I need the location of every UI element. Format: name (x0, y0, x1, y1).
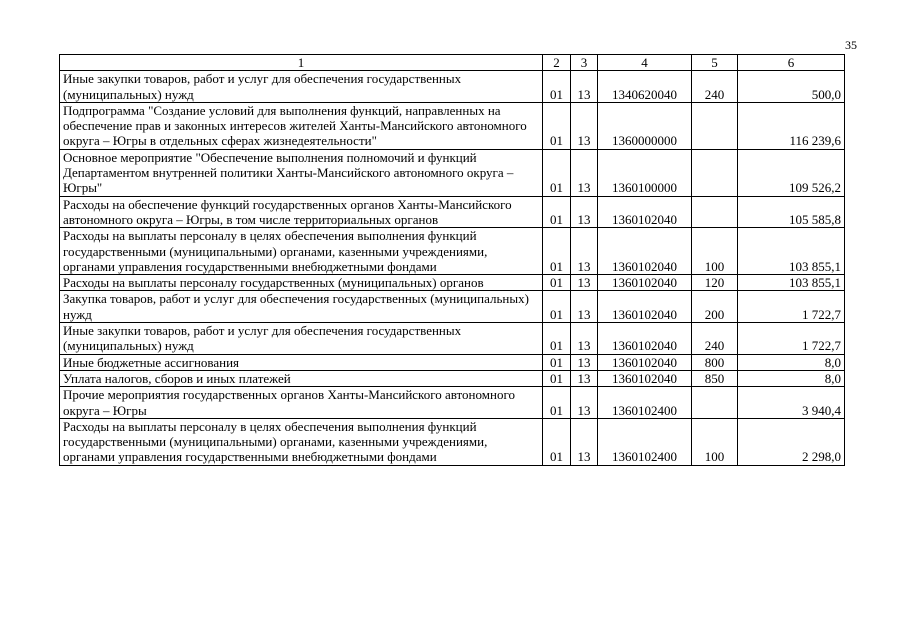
table-row (60, 370, 845, 386)
expense-name-cell: Прочие мероприятия государственных органов Ханты-Мансийского автономного округа – Югры (60, 387, 543, 419)
expense-type-cell (692, 196, 738, 228)
section-code-cell: 01 (543, 228, 571, 275)
subsection-code-cell: 13 (571, 354, 598, 370)
expense-name-cell: Закупка товаров, работ и услуг для обеспечения государственных (муниципальных) нужд (60, 291, 543, 323)
table-row (60, 354, 845, 370)
amount-cell: 3 940,4 (738, 387, 845, 419)
subsection-code-cell: 13 (571, 418, 598, 465)
target-article-cell: 1340620040 (598, 71, 692, 103)
expense-name-cell: Расходы на обеспечение функций государственных органов Ханты-Мансийского автономного округа – Югры, в том числе территориальных органов (60, 196, 543, 228)
subsection-code-cell: 13 (571, 275, 598, 291)
table-row (60, 149, 845, 196)
amount-cell: 105 585,8 (738, 196, 845, 228)
section-code-cell: 01 (543, 387, 571, 419)
target-article-cell: 1360102040 (598, 275, 692, 291)
expense-type-cell (692, 149, 738, 196)
section-code-cell: 01 (543, 291, 571, 323)
expense-name-cell: Основное мероприятие "Обеспечение выполнения полномочий и функций Департаментом внутренней политики Ханты-Мансийского автономного округа – Югры" (60, 149, 543, 196)
amount-cell: 116 239,6 (738, 102, 845, 149)
expense-name-cell: Подпрограмма "Создание условий для выполнения функций, направленных на обеспечение прав и законных интересов жителей Ханты-Мансийского автономного округа – Югры в отдельных сферах жизнедеятельности" (60, 102, 543, 149)
subsection-code-cell: 13 (571, 387, 598, 419)
expense-name-cell: Иные закупки товаров, работ и услуг для обеспечения государственных (муниципальных) нужд (60, 323, 543, 355)
expense-type-cell (692, 102, 738, 149)
table-row (60, 71, 845, 103)
target-article-cell: 1360102400 (598, 418, 692, 465)
target-article-cell: 1360102040 (598, 228, 692, 275)
column-header: 5 (692, 55, 738, 71)
expense-name-cell: Уплата налогов, сборов и иных платежей (60, 370, 543, 386)
target-article-cell: 1360102040 (598, 291, 692, 323)
table-row (60, 387, 845, 419)
table-row (60, 418, 845, 465)
column-header: 2 (543, 55, 571, 71)
subsection-code-cell: 13 (571, 370, 598, 386)
column-header: 6 (738, 55, 845, 71)
table-row (60, 275, 845, 291)
expense-type-cell: 200 (692, 291, 738, 323)
expense-type-cell: 100 (692, 228, 738, 275)
column-header: 3 (571, 55, 598, 71)
section-code-cell: 01 (543, 323, 571, 355)
target-article-cell: 1360102040 (598, 354, 692, 370)
subsection-code-cell: 13 (571, 71, 598, 103)
amount-cell: 1 722,7 (738, 291, 845, 323)
section-code-cell: 01 (543, 354, 571, 370)
section-code-cell: 01 (543, 275, 571, 291)
section-code-cell: 01 (543, 71, 571, 103)
column-header: 1 (60, 55, 543, 71)
subsection-code-cell: 13 (571, 196, 598, 228)
column-header: 4 (598, 55, 692, 71)
subsection-code-cell: 13 (571, 149, 598, 196)
amount-cell: 109 526,2 (738, 149, 845, 196)
page-number: 35 (845, 38, 857, 52)
expense-type-cell: 240 (692, 323, 738, 355)
target-article-cell: 1360100000 (598, 149, 692, 196)
expense-type-cell: 240 (692, 71, 738, 103)
target-article-cell: 1360102040 (598, 370, 692, 386)
amount-cell: 1 722,7 (738, 323, 845, 355)
subsection-code-cell: 13 (571, 291, 598, 323)
table-row (60, 102, 845, 149)
section-code-cell: 01 (543, 418, 571, 465)
subsection-code-cell: 13 (571, 323, 598, 355)
amount-cell: 2 298,0 (738, 418, 845, 465)
table-row (60, 196, 845, 228)
budget-table (59, 54, 845, 466)
target-article-cell: 1360000000 (598, 102, 692, 149)
expense-name-cell: Иные бюджетные ассигнования (60, 354, 543, 370)
section-code-cell: 01 (543, 102, 571, 149)
target-article-cell: 1360102040 (598, 323, 692, 355)
section-code-cell: 01 (543, 370, 571, 386)
subsection-code-cell: 13 (571, 228, 598, 275)
target-article-cell: 1360102400 (598, 387, 692, 419)
amount-cell: 103 855,1 (738, 275, 845, 291)
subsection-code-cell: 13 (571, 102, 598, 149)
expense-name-cell: Расходы на выплаты персоналу в целях обеспечения выполнения функций государственными (муниципальными) органами, казенными учреждениями, органами управления государственными внебюджетными фондами (60, 228, 543, 275)
expense-name-cell: Расходы на выплаты персоналу в целях обеспечения выполнения функций государственными (муниципальными) органами, казенными учреждениями, органами управления государственными внебюджетными фондами (60, 418, 543, 465)
expense-type-cell: 850 (692, 370, 738, 386)
section-code-cell: 01 (543, 196, 571, 228)
amount-cell: 8,0 (738, 370, 845, 386)
table-row (60, 323, 845, 355)
amount-cell: 103 855,1 (738, 228, 845, 275)
target-article-cell: 1360102040 (598, 196, 692, 228)
expense-type-cell: 100 (692, 418, 738, 465)
table-row (60, 291, 845, 323)
expense-name-cell: Иные закупки товаров, работ и услуг для обеспечения государственных (муниципальных) нужд (60, 71, 543, 103)
table-header-row (60, 55, 845, 71)
amount-cell: 500,0 (738, 71, 845, 103)
table-row (60, 228, 845, 275)
amount-cell: 8,0 (738, 354, 845, 370)
section-code-cell: 01 (543, 149, 571, 196)
expense-name-cell: Расходы на выплаты персоналу государственных (муниципальных) органов (60, 275, 543, 291)
expense-type-cell: 800 (692, 354, 738, 370)
expense-type-cell: 120 (692, 275, 738, 291)
expense-type-cell (692, 387, 738, 419)
